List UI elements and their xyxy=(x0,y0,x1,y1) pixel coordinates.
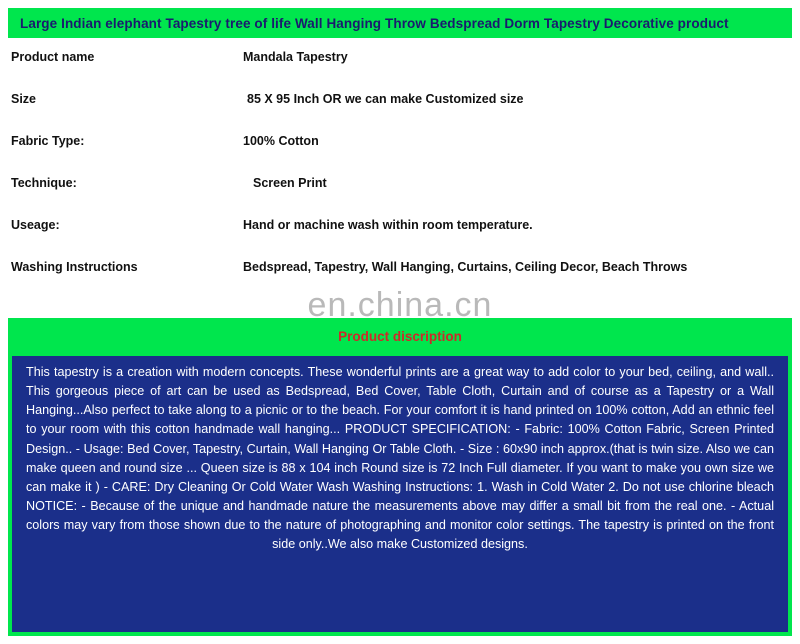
spec-value: 100% Cotton xyxy=(243,134,319,148)
table-row xyxy=(8,134,792,176)
spec-label: Washing Instructions xyxy=(11,260,138,274)
spec-value: Hand or machine wash within room temperature. xyxy=(243,218,533,232)
spec-label: Fabric Type: xyxy=(11,134,85,148)
table-row xyxy=(8,50,792,92)
description-paragraph: This tapestry is a creation with modern concepts. These wonderful prints are a great way to add color to your bed, ceiling, and wall.. This gorgeous piece of art can be used as Bedspread, Bed Cover, Table Cloth, Curtain and of course as a Tapestry or a Wall Hanging...Also perfect to take along to a picnic or to the beach. For your comfort it is hand printed on 100% cotton, Add an ethnic feel to your room with this cotton handmade wall hanging... PRODUCT SPECIFICATION: - Fabric: 100% Cotton Fabric, Screen Printed Design.. - Usage: Bed Cover, Tapestry, Curtain, Wall Hanging Or Table Cloth. - Size : 60x90 inch approx.(that is twin size. Also we can make queen and round size ... Queen size is 88 x 104 inch Round size is 72 Inch Full diameter. If you want to make you own size we can make it ) - CARE: Dry Cleaning Or Cold Water Wash Washing Instructions: 1. Wash in Cold Water 2. Do not use chlorine bleach NOTICE: - Because of the unique and handmade nature the measurements above may differ a small bit from the real one. - Actual colors may vary from those shown due to the nature of photographing and monitor color settings. The tapestry is printed on the front side only..We also make Customized designs. xyxy=(26,365,774,552)
spec-label: Useage: xyxy=(11,218,60,232)
spec-value: 85 X 95 Inch OR we can make Customized size xyxy=(247,92,524,106)
spec-value: Mandala Tapestry xyxy=(243,50,348,64)
spec-label: Product name xyxy=(11,50,95,64)
description-panel xyxy=(8,318,792,636)
table-row xyxy=(8,92,792,134)
description-title: Product discription xyxy=(338,329,462,344)
table-row xyxy=(8,260,792,302)
spec-value: Screen Print xyxy=(253,176,327,190)
spec-label: Technique: xyxy=(11,176,77,190)
table-row xyxy=(8,218,792,260)
specification-table xyxy=(8,50,792,302)
table-row xyxy=(8,176,792,218)
description-body xyxy=(12,356,788,632)
watermark-text: en.china.cn xyxy=(307,286,493,324)
spec-label: Size xyxy=(11,92,37,106)
product-title-banner xyxy=(8,8,792,38)
product-title-text: Large Indian elephant Tapestry tree of life Wall Hanging Throw Bedspread Dorm Tapestry Decorative product xyxy=(20,15,729,31)
spec-value: Bedspread, Tapestry, Wall Hanging, Curtains, Ceiling Decor, Beach Throws xyxy=(243,260,688,274)
